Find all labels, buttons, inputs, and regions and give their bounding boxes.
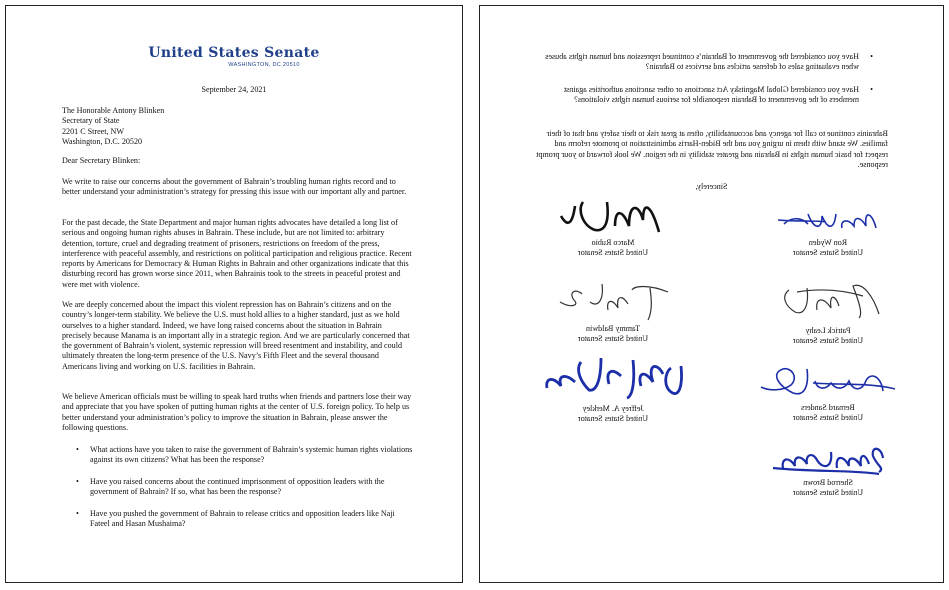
bullet: • <box>870 52 873 61</box>
question-text: Have you raised concerns about the continued imprisonment of opposition leaders with the government of Bahrain? If so, what has been the response? <box>90 477 385 497</box>
signatory-name: Marco Rubio <box>591 238 635 247</box>
signature-leahy <box>763 276 893 326</box>
signatory-title: United States Senator <box>792 248 864 258</box>
closing-paragraph <box>532 129 888 170</box>
signatory-name: Tammy Baldwin <box>585 324 641 333</box>
signature-rubio <box>553 196 673 238</box>
letterhead-title: United States Senate <box>148 45 320 61</box>
signature-merkley <box>533 352 693 404</box>
address-line: Washington, D.C. 20520 <box>62 136 143 146</box>
salutation <box>62 156 412 166</box>
bullet: • <box>76 509 79 518</box>
signature-block <box>753 276 903 347</box>
paragraph-4 <box>62 392 412 433</box>
signature-block <box>538 196 688 259</box>
paragraph-text: For the past decade, the State Department and major human rights advocates have detailed a long list of serious and ongoing human rights abuses in Bahrain. These include, but are not limited to: arbitrary detention, torture, cruel and degrading treatment of prisoners, restrictions on freedom of the press, interference with peaceful assembly, and restrictions on political participation and religious practice. Recent reports by Americans for Democracy & Human Rights in Bahrain and other organizations indicate that this disturbing record has grown worse since 2011, when Bahrainis took to the streets in peaceful protest and were met with violence. <box>62 218 412 289</box>
question-3 <box>76 509 414 530</box>
paragraph-1 <box>62 177 412 198</box>
paragraph-text: We write to raise our concerns about the government of Bahrain’s troubling human rights record and to better understand your administration’s strategy for pressing this issue with our important ally and partner. <box>62 177 407 197</box>
letterhead <box>6 46 462 69</box>
address-line: The Honorable Antony Blinken <box>62 106 165 115</box>
bullet: • <box>76 477 79 486</box>
mirrored-content <box>480 6 943 582</box>
letter-date: September 24, 2021 <box>201 85 267 94</box>
signatory-title: United States Senator <box>792 488 864 498</box>
signature-block <box>538 274 688 345</box>
signatory-title: United States Senator <box>577 248 649 258</box>
signature-wyden <box>768 202 888 238</box>
address-line: 2201 C Street, NW <box>62 126 125 136</box>
question-2 <box>76 477 414 498</box>
question-text: What actions have you taken to raise the government of Bahrain’s systemic human rights violations against its own citizens? What has been the response? <box>90 445 413 465</box>
question-text: Have you considered Global Magnitsky Act sanctions or other sanctions authorities against members of the government of Bahrain responsible for serious human rights violations? <box>563 85 859 105</box>
paragraph-2 <box>62 218 412 290</box>
paragraph-3 <box>62 300 412 372</box>
signatory-title: United States Senator <box>577 414 649 424</box>
signatory-title: United States Senator <box>792 413 864 423</box>
signature-baldwin <box>548 274 678 324</box>
letterhead-location: WASHINGTON, DC 20510 <box>228 62 300 68</box>
sign-off: Sincerely, <box>695 182 728 191</box>
paragraph-text: Bahrainis continue to call for agency and accountability, often at great risk to their safety and that of their families. We stand with them in urging you and the Biden-Harris administration to promote reform and respect for basic human rights in Bahrain and greater stability in the region. We look forward to your prompt response. <box>536 129 888 169</box>
question-1 <box>76 445 414 466</box>
signature-block <box>753 202 903 259</box>
letter-page-2 <box>479 5 944 583</box>
signatory-name: Ron Wyden <box>808 238 848 247</box>
signatory-name: Jeffrey A. Merkley <box>582 404 644 413</box>
address-line: Secretary of State <box>62 116 120 126</box>
salutation-text: Dear Secretary Blinken: <box>62 156 141 165</box>
signature-block <box>533 352 693 425</box>
bullet: • <box>76 445 79 454</box>
signatory-name: Bernard Sanders <box>801 403 855 412</box>
signature-brown <box>763 438 893 478</box>
signatory-title: United States Senator <box>792 336 864 346</box>
question-5 <box>543 85 873 106</box>
question-text: Have you considered the government of Bahrain’s continued repression and human rights abuses when evaluating sales of defense articles and services to Bahrain? <box>545 52 859 72</box>
bullet: • <box>870 85 873 94</box>
signatory-name: Sherrod Brown <box>803 478 853 487</box>
signatory-title: United States Senator <box>577 334 649 344</box>
paragraph-text: We believe American officials must be willing to speak hard truths when friends and partners lose their way and appreciate that you have spoken of putting human rights at the center of U.S. foreign policy. To help us better understand your administration’s policy to improve the situation in Bahrain, please answer the following questions. <box>62 392 412 432</box>
recipient-address <box>62 106 412 147</box>
letter-page-1 <box>5 5 463 583</box>
question-4 <box>543 52 873 73</box>
paragraph-text: We are deeply concerned about the impact this violent repression has on Bahrain’s citizens and on the country’s longer-term stability. We believe the U.S. must hold allies to a higher standard, just as we hold ourselves to a higher standard. Indeed, we have long raised concerns about the situation in Bahrain precisely because Manama is an important ally in a strategic region. And we are particularly concerned that the government of Bahrain’s violent, systemic repression will breed resentment and instability, and could ultimately threaten the long-term presence of the U.S. Navy’s Fifth Fleet and the several thousand Americans living and working on U.S. facilities in Bahrain. <box>62 300 410 371</box>
signature-sanders <box>753 361 903 403</box>
signature-block <box>753 438 903 499</box>
signature-block <box>753 361 903 424</box>
signatory-name: Patrick Leahy <box>805 326 851 335</box>
question-text: Have you pushed the government of Bahrain to release critics and opposition leaders like Naji Fateel and Hasan Mushaima? <box>90 509 395 529</box>
